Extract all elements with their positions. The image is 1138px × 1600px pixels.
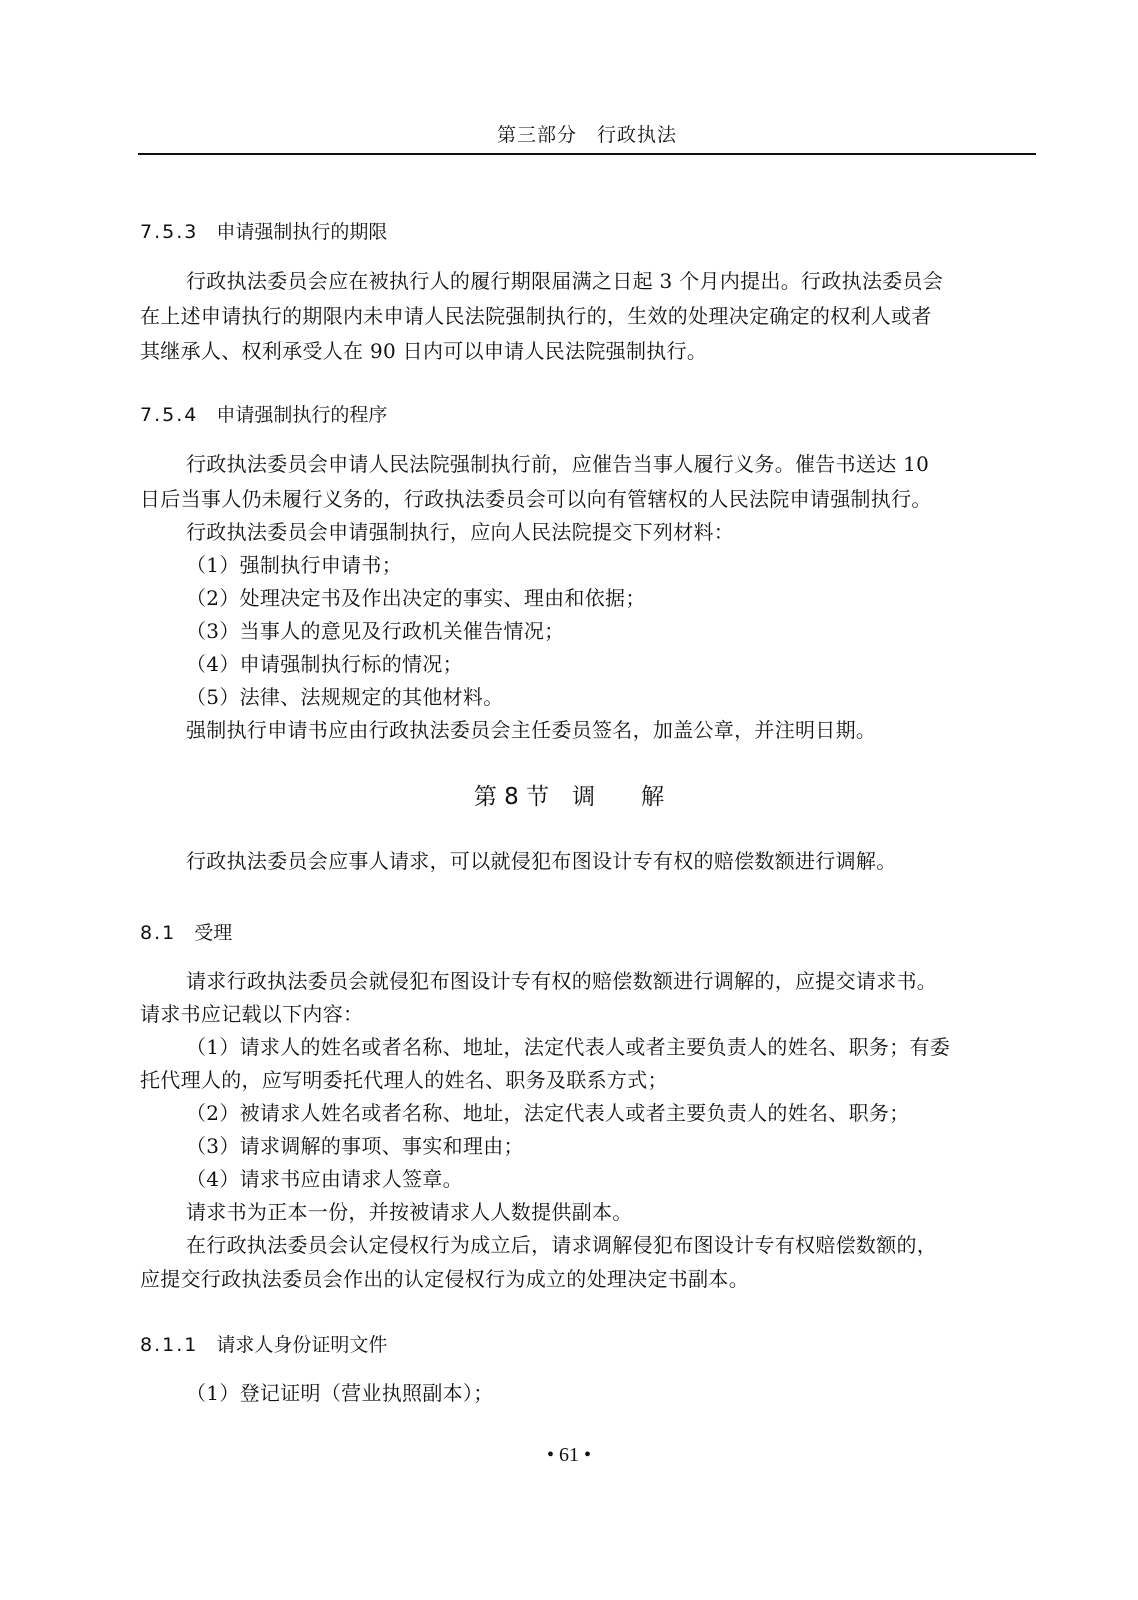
paragraph-line: 在上述申请执行的期限内未申请人民法院强制执行的，生效的处理决定确定的权利人或者 [140,304,932,328]
heading-8-1 [140,918,232,945]
paragraph-line: 请求书应记载以下内容： [140,1002,364,1026]
heading-8-1-1 [140,1330,387,1357]
running-header: 第三部分 行政执法 [496,124,677,146]
paragraph-line: 行政执法委员会申请强制执行，应向人民法院提交下列材料： [186,520,735,544]
list-item: （3）当事人的意见及行政机关催告情况； [186,619,565,643]
paragraph-line: 行政执法委员会应事人请求，可以就侵犯布图设计专有权的赔偿数额进行调解。 [186,849,897,873]
heading-7-5-4 [140,400,387,427]
page-number: • 61 • [546,1444,591,1466]
heading-number: 8.1.1 [140,1334,199,1356]
paragraph-line: 应提交行政执法委员会作出的认定侵权行为成立的处理决定书副本。 [140,1267,749,1291]
list-item: （4）申请强制执行标的情况； [186,652,463,676]
list-item: （2）处理决定书及作出决定的事实、理由和依据； [186,586,646,610]
list-item: （3）请求调解的事项、事实和理由； [186,1134,524,1158]
list-item: （2）被请求人姓名或者名称、地址，法定代表人或者主要负责人的姓名、职务； [186,1101,910,1125]
paragraph-line: 请求书为正本一份，并按被请求人人数提供副本。 [186,1200,633,1224]
paragraph-line: 行政执法委员会应在被执行人的履行期限届满之日起 3 个月内提出。行政执法委员会 [186,269,944,293]
heading-number: 8.1 [140,922,177,944]
paragraph-line: 在行政执法委员会认定侵权行为成立后，请求调解侵犯布图设计专有权赔偿数额的， [186,1233,938,1257]
heading-title: 请求人身份证明文件 [216,1334,388,1356]
section-title: 第 8 节 调 解 [473,784,665,810]
heading-number: 7.5.4 [140,404,199,426]
list-item: （1）强制执行申请书； [186,553,403,577]
list-item: （1）请求人的姓名或者名称、地址，法定代表人或者主要负责人的姓名、职务；有委 [186,1035,951,1059]
heading-number: 7.5.3 [140,221,199,243]
paragraph-line: 行政执法委员会申请人民法院强制执行前，应催告当事人履行义务。催告书送达 10 [186,452,930,476]
list-item: （5）法律、法规规定的其他材料。 [186,685,504,709]
header-rule [138,153,1036,155]
heading-7-5-3 [140,217,387,244]
paragraph-line: 托代理人的，应写明委托代理人的姓名、职务及联系方式； [140,1068,668,1092]
heading-title: 申请强制执行的期限 [216,221,388,243]
heading-title: 申请强制执行的程序 [216,404,388,426]
paragraph-line: 强制执行申请书应由行政执法委员会主任委员签名，加盖公章，并注明日期。 [186,718,877,742]
paragraph-line: 请求行政执法委员会就侵犯布图设计专有权的赔偿数额进行调解的，应提交请求书。 [186,969,938,993]
paragraph-line: 其继承人、权利承受人在 90 日内可以申请人民法院强制执行。 [140,339,708,363]
paragraph-line: 日后当事人仍未履行义务的，行政执法委员会可以向有管辖权的人民法院申请强制执行。 [140,487,932,511]
heading-title: 受理 [194,922,233,944]
list-item: （1）登记证明（营业执照副本）； [186,1381,494,1405]
list-item: （4）请求书应由请求人签章。 [186,1167,463,1191]
